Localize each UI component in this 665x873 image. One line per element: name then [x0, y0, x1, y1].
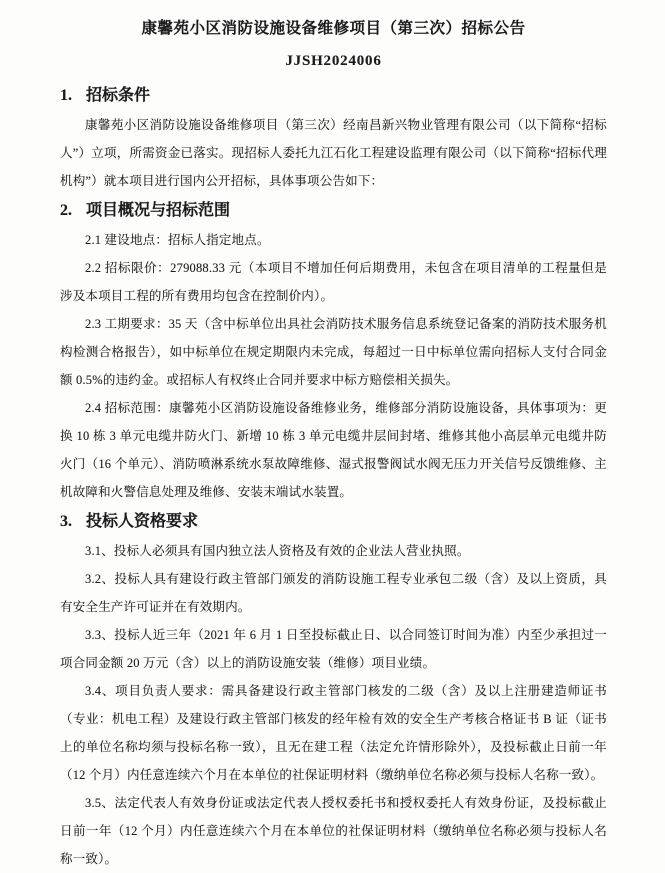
paragraph-bidding-conditions: 康馨苑小区消防设施设备维修项目（第三次）经南昌新兴物业管理有限公司（以下简称“招标人”）立项，所需资金已落实。现招标人委托九江石化工程建设监理有限公司（以下简称“招标代理机构”）就本项目进行国内公开招标，具体事项公告如下： [60, 118, 607, 188]
paragraph-2-4-scope: 2.4 招标范围：康馨苑小区消防设施设备维修业务，维修部分消防设施设备，具体事项为：更换 10 栋 3 单元电缆井防火门、新增 10 栋 3 单元电缆井层间封堵、维修其他小高层单元电缆井防火门（16 个单元）、消防喷淋系统水泵故障维修、湿式报警阀试水阀无压力开关信号反馈维修、主机故障和火警信息处理及维修、安装末端试水装置。 [60, 401, 607, 499]
paragraph-2-3-schedule: 2.3 工期要求：35 天（含中标单位出具社会消防技术服务信息系统登记备案的消防技术服务机构检测合格报告），如中标单位在规定期限内未完成，每超过一日中标单位需向招标人支付合同金额 0.5%的违约金。或招标人有权终止合同并要求中标方赔偿相关损失。 [60, 317, 607, 387]
section-1-heading [60, 83, 607, 108]
section-3-heading [60, 509, 607, 534]
document-number: JJSH2024006 [285, 53, 382, 69]
section-2-heading [60, 198, 607, 223]
paragraph-3-1-legal-entity: 3.1、投标人必须具有国内独立法人资格及有效的企业法人营业执照。 [85, 544, 470, 558]
section-2-label: 项目概况与招标范围 [86, 202, 231, 219]
section-2-number: 2. [60, 202, 72, 219]
paragraph-2-1-location: 2.1 建设地点：招标人指定地点。 [85, 233, 270, 247]
paragraph-3-3-performance: 3.3、投标人近三年（2021 年 6 月 1 日至投标截止日、以合同签订时间为准）内至少承担过一项合同金额 20 万元（含）以上的消防设施安装（维修）项目业绩。 [60, 628, 607, 670]
section-1-label: 招标条件 [86, 87, 151, 104]
section-3-label: 投标人资格要求 [86, 513, 199, 530]
section-3-number: 3. [60, 513, 72, 530]
paragraph-2-2-price-limit: 2.2 招标限价：279088.33 元（本项目不增加任何后期费用，未包含在项目清单的工程量但是涉及本项目工程的所有费用均包含在控制价内）。 [60, 261, 607, 303]
paragraph-3-2-qualification: 3.2、投标人具有建设行政主管部门颁发的消防设施工程专业承包二级（含）及以上资质，具有安全生产许可证并在有效期内。 [60, 572, 607, 614]
paragraph-3-4-project-manager: 3.4、项目负责人要求：需具备建设行政主管部门核发的二级（含）及以上注册建造师证书（专业：机电工程）及建设行政主管部门核发的经年检有效的安全生产考核合格证书 B 证（证书上的单位名称均须与投标名称一致），且无在建工程（法定允许情形除外），及投标截止日前一年（12 个月）内任意连续六个月在本单位的社保证明材料（缴纳单位名称必须与投标人名称一致）。 [60, 684, 607, 782]
section-1-number: 1. [60, 87, 72, 104]
paragraph-3-5-legal-representative: 3.5、法定代表人有效身份证或法定代表人授权委托书和授权委托人有效身份证，及投标截止日前一年（12 个月）内任意连续六个月在本单位的社保证明材料（缴纳单位名称必须与投标人名称一致）。 [60, 796, 607, 866]
document-title: 康馨苑小区消防设施设备维修项目（第三次）招标公告 [141, 20, 526, 37]
